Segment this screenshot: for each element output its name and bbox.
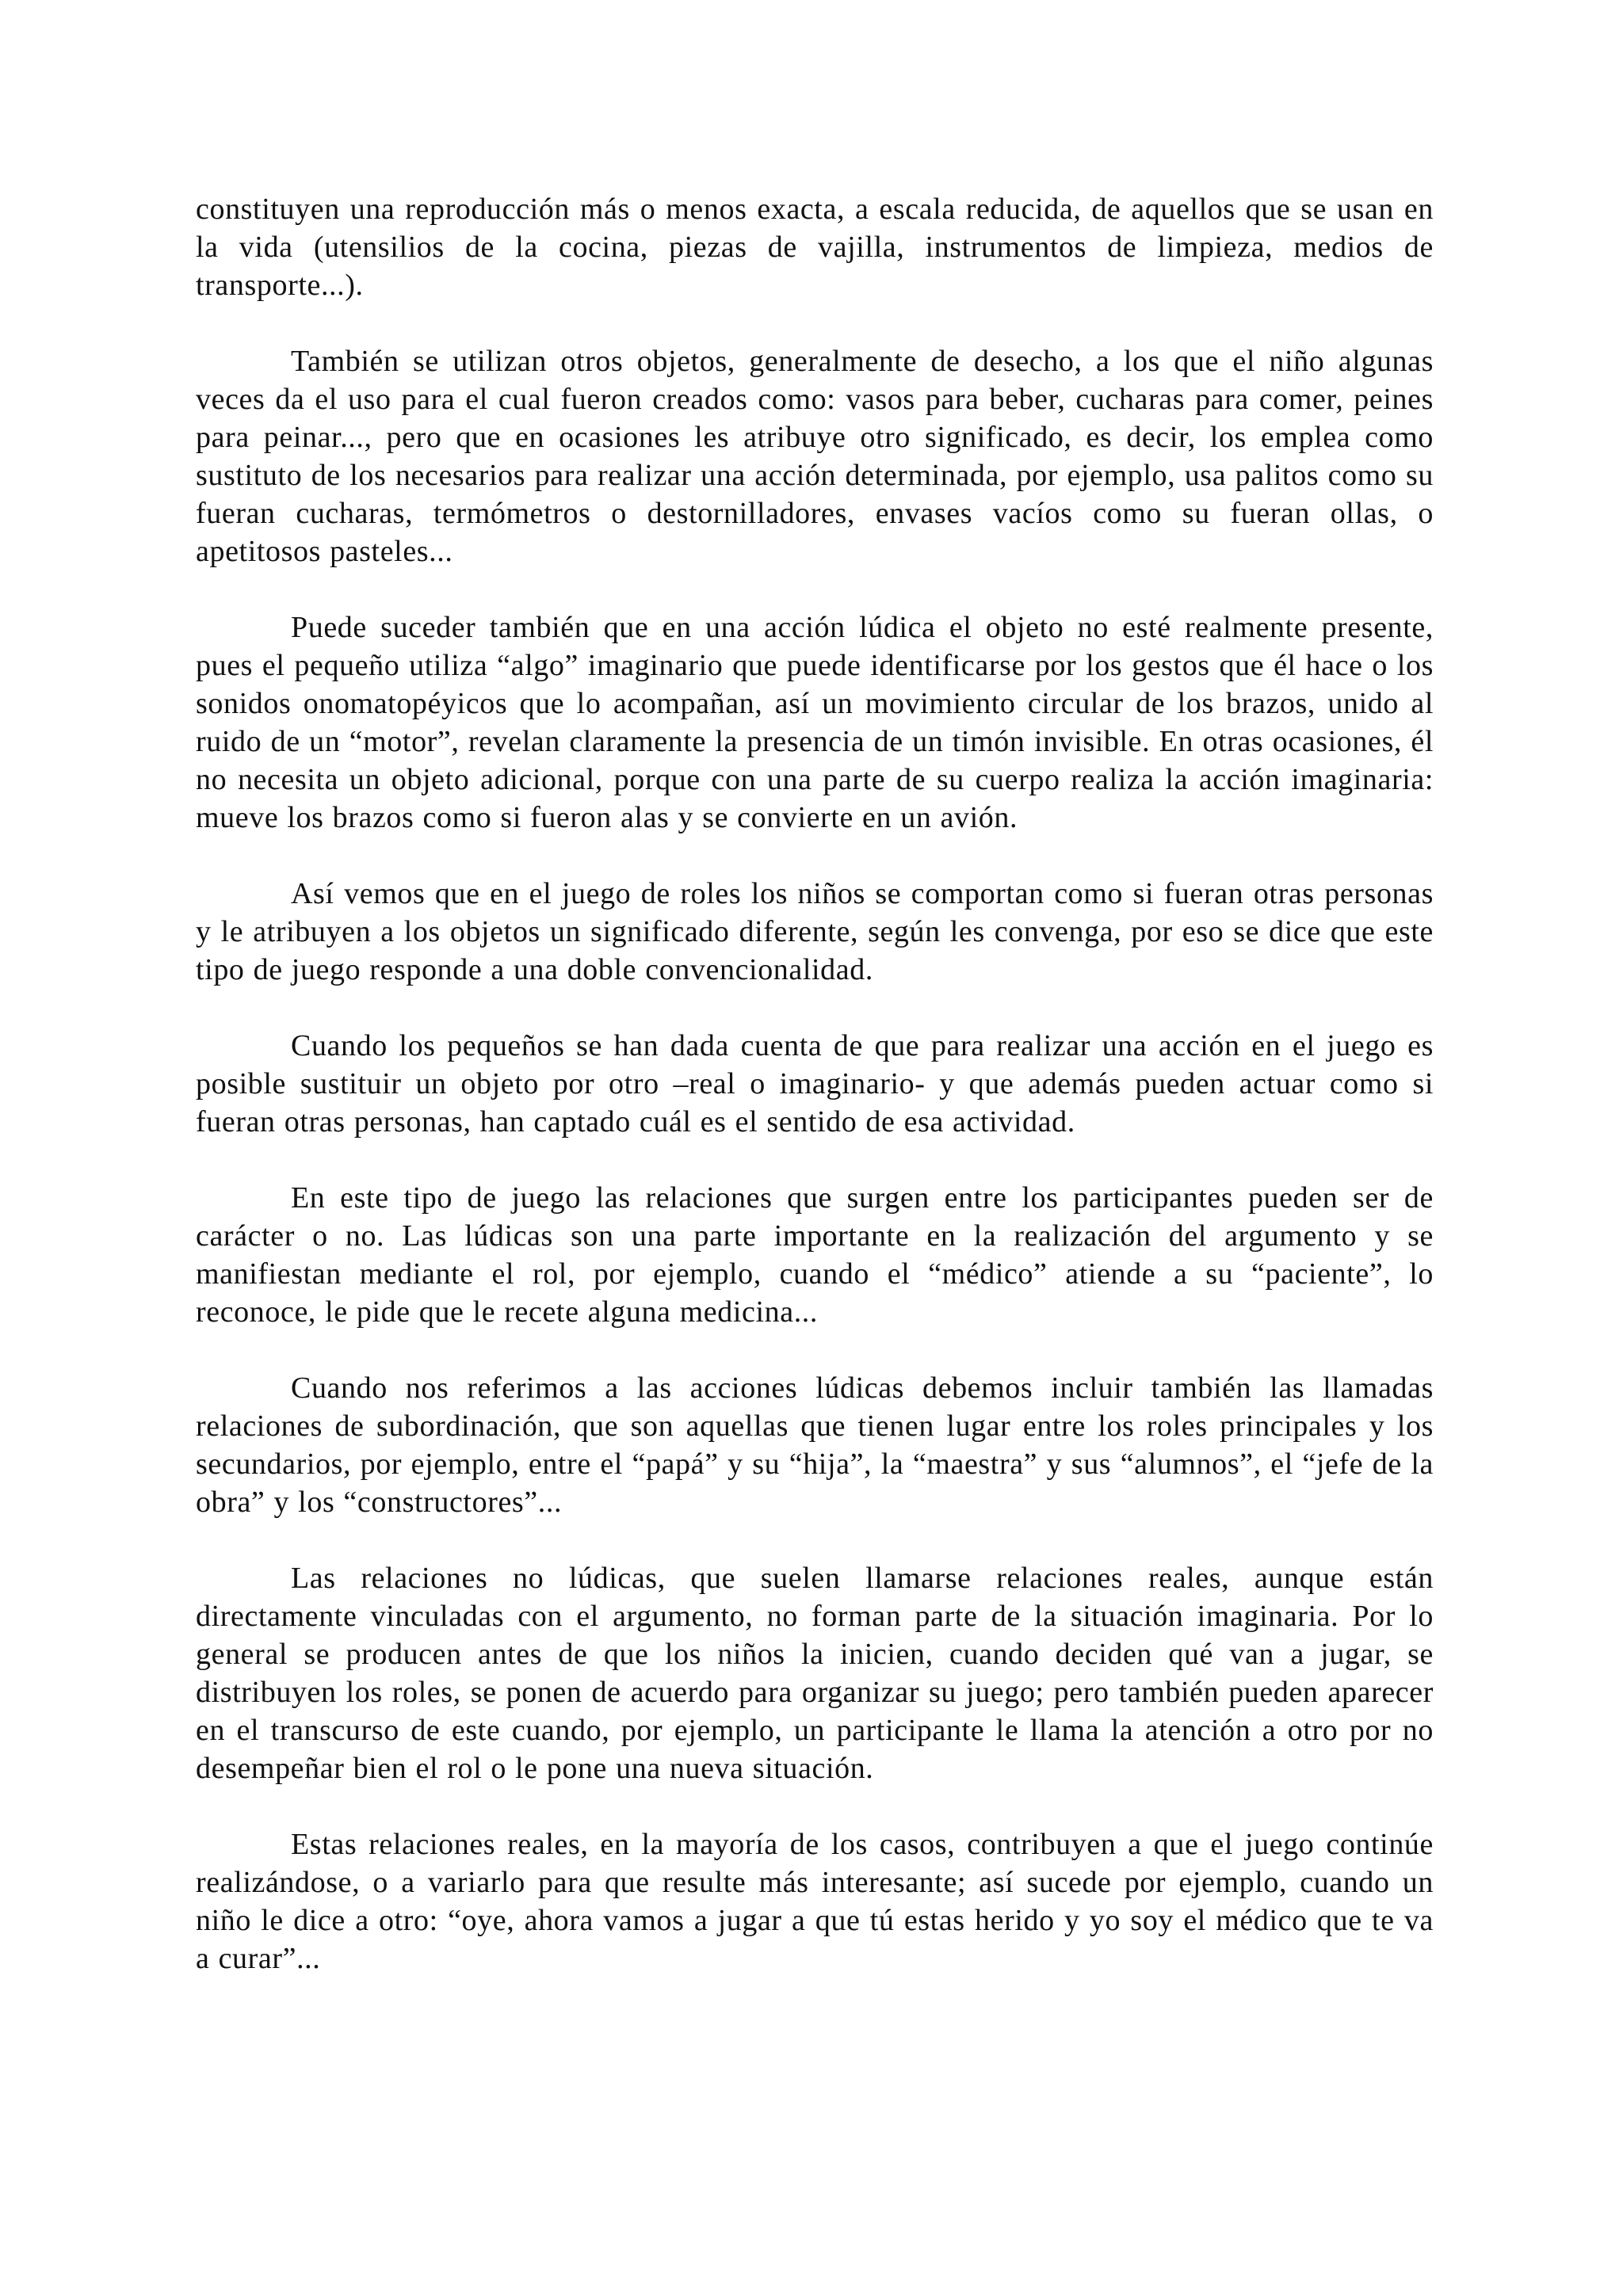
- body-text: [196, 190, 1434, 1978]
- paragraph-4: Así vemos que en el juego de roles los niños se comportan como si fueran otras personas y le atribuyen a los objetos un significado diferente, según les convenga, por eso se dice que este tipo de juego responde a una doble convencionalidad.: [196, 877, 1434, 986]
- paragraph-1: constituyen una reproducción más o menos exacta, a escala reducida, de aquellos que se usan en la vida (utensilios de la cocina, piezas de vajilla, instrumentos de limpieza, medios de transporte...).: [196, 193, 1434, 302]
- paragraph-9: Estas relaciones reales, en la mayoría de los casos, contribuyen a que el juego continúe realizándose, o a variarlo para que resulte más interesante; así sucede por ejemplo, cuando un niño le dice a otro: “oye, ahora vamos a jugar a que tú estas herido y yo soy el médico que te va a curar”...: [196, 1828, 1434, 1975]
- paragraph-6: En este tipo de juego las relaciones que surgen entre los participantes pueden ser de carácter o no. Las lúdicas son una parte importante en la realización del argumento y se manifiestan mediante el rol, por ejemplo, cuando el “médico” atiende a su “paciente”, lo reconoce, le pide que le recete alguna medicina...: [196, 1181, 1434, 1329]
- paragraph-2: También se utilizan otros objetos, generalmente de desecho, a los que el niño algunas veces da el uso para el cual fueron creados como: vasos para beber, cucharas para comer, peines para peinar..., pero que en ocasiones les atribuye otro significado, es decir, los emplea como sustituto de los necesarios para realizar una acción determinada, por ejemplo, usa palitos como su fueran cucharas, termómetros o destornilladores, envases vacíos como su fueran ollas, o apetitosos pasteles...: [196, 345, 1434, 568]
- paragraph-7: Cuando nos referimos a las acciones lúdicas debemos incluir también las llamadas relaciones de subordinación, que son aquellas que tienen lugar entre los roles principales y los secundarios, por ejemplo, entre el “papá” y su “hija”, la “maestra” y sus “alumnos”, el “jefe de la obra” y los “constructores”...: [196, 1371, 1434, 1519]
- paragraph-5: Cuando los pequeños se han dada cuenta de que para realizar una acción en el juego es posible sustituir un objeto por otro –real o imaginario- y que además pueden actuar como si fueran otras personas, han captado cuál es el sentido de esa actividad.: [196, 1029, 1434, 1138]
- paragraph-8: Las relaciones no lúdicas, que suelen llamarse relaciones reales, aunque están directamente vinculadas con el argumento, no forman parte de la situación imaginaria. Por lo general se producen antes de que los niños la inicien, cuando deciden qué van a jugar, se distribuyen los roles, se ponen de acuerdo para organizar su juego; pero también pueden aparecer en el transcurso de este cuando, por ejemplo, un participante le llama la atención a otro por no desempeñar bien el rol o le pone una nueva situación.: [196, 1562, 1434, 1785]
- paragraph-3: Puede suceder también que en una acción lúdica el objeto no esté realmente presente, pues el pequeño utiliza “algo” imaginario que puede identificarse por los gestos que él hace o los sonidos onomatopéyicos que lo acompañan, así un movimiento circular de los brazos, unido al ruido de un “motor”, revelan claramente la presencia de un timón invisible. En otras ocasiones, él no necesita un objeto adicional, porque con una parte de su cuerpo realiza la acción imaginaria: mueve los brazos como si fueron alas y se convierte en un avión.: [196, 611, 1434, 834]
